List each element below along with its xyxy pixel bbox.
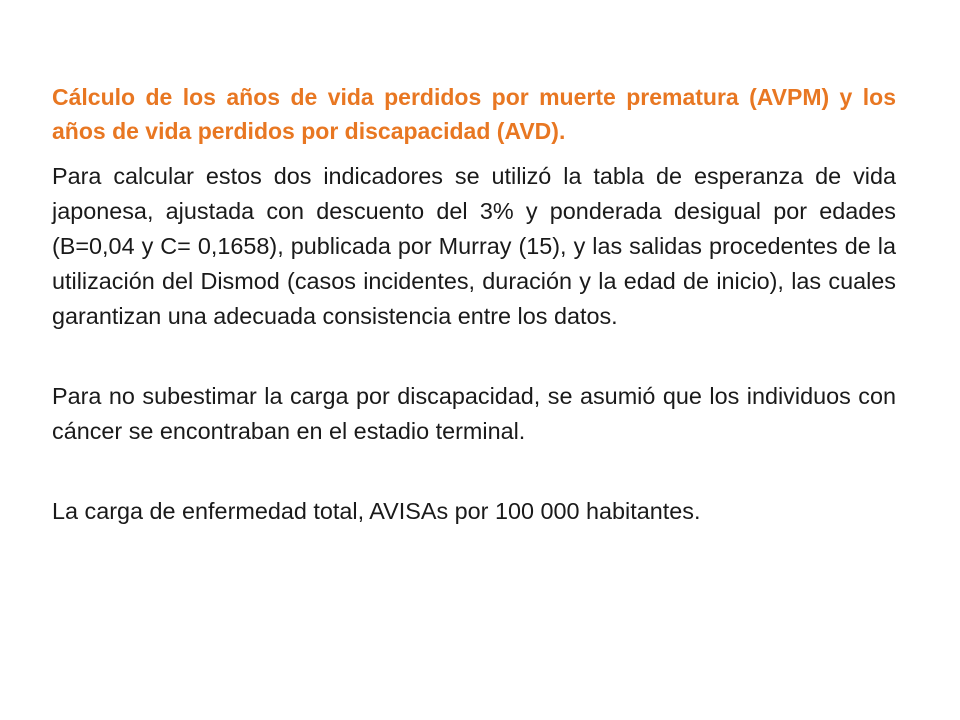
paragraph-disability: Para no subestimar la carga por discapacidad, se asumió que los individuos con cáncer se encontraban en el estadio terminal. <box>52 383 896 444</box>
slide-content <box>52 80 896 529</box>
section-heading: Cálculo de los años de vida perdidos por muerte prematura (AVPM) y los años de vida perdidos por discapacidad (AVD). <box>52 84 896 144</box>
paragraph-total-burden: La carga de enfermedad total, AVISAs por 100 000 habitantes. <box>52 498 701 524</box>
paragraph-method: Para calcular estos dos indicadores se utilizó la tabla de esperanza de vida japonesa, ajustada con descuento del 3% y ponderada desigual por edades (B=0,04 y C= 0,1658), publicada por Murray (15), y las salidas procedentes de la utilización del Dismod (casos incidentes, duración y la edad de inicio), las cuales garantizan una adecuada consistencia entre los datos. <box>52 163 896 329</box>
